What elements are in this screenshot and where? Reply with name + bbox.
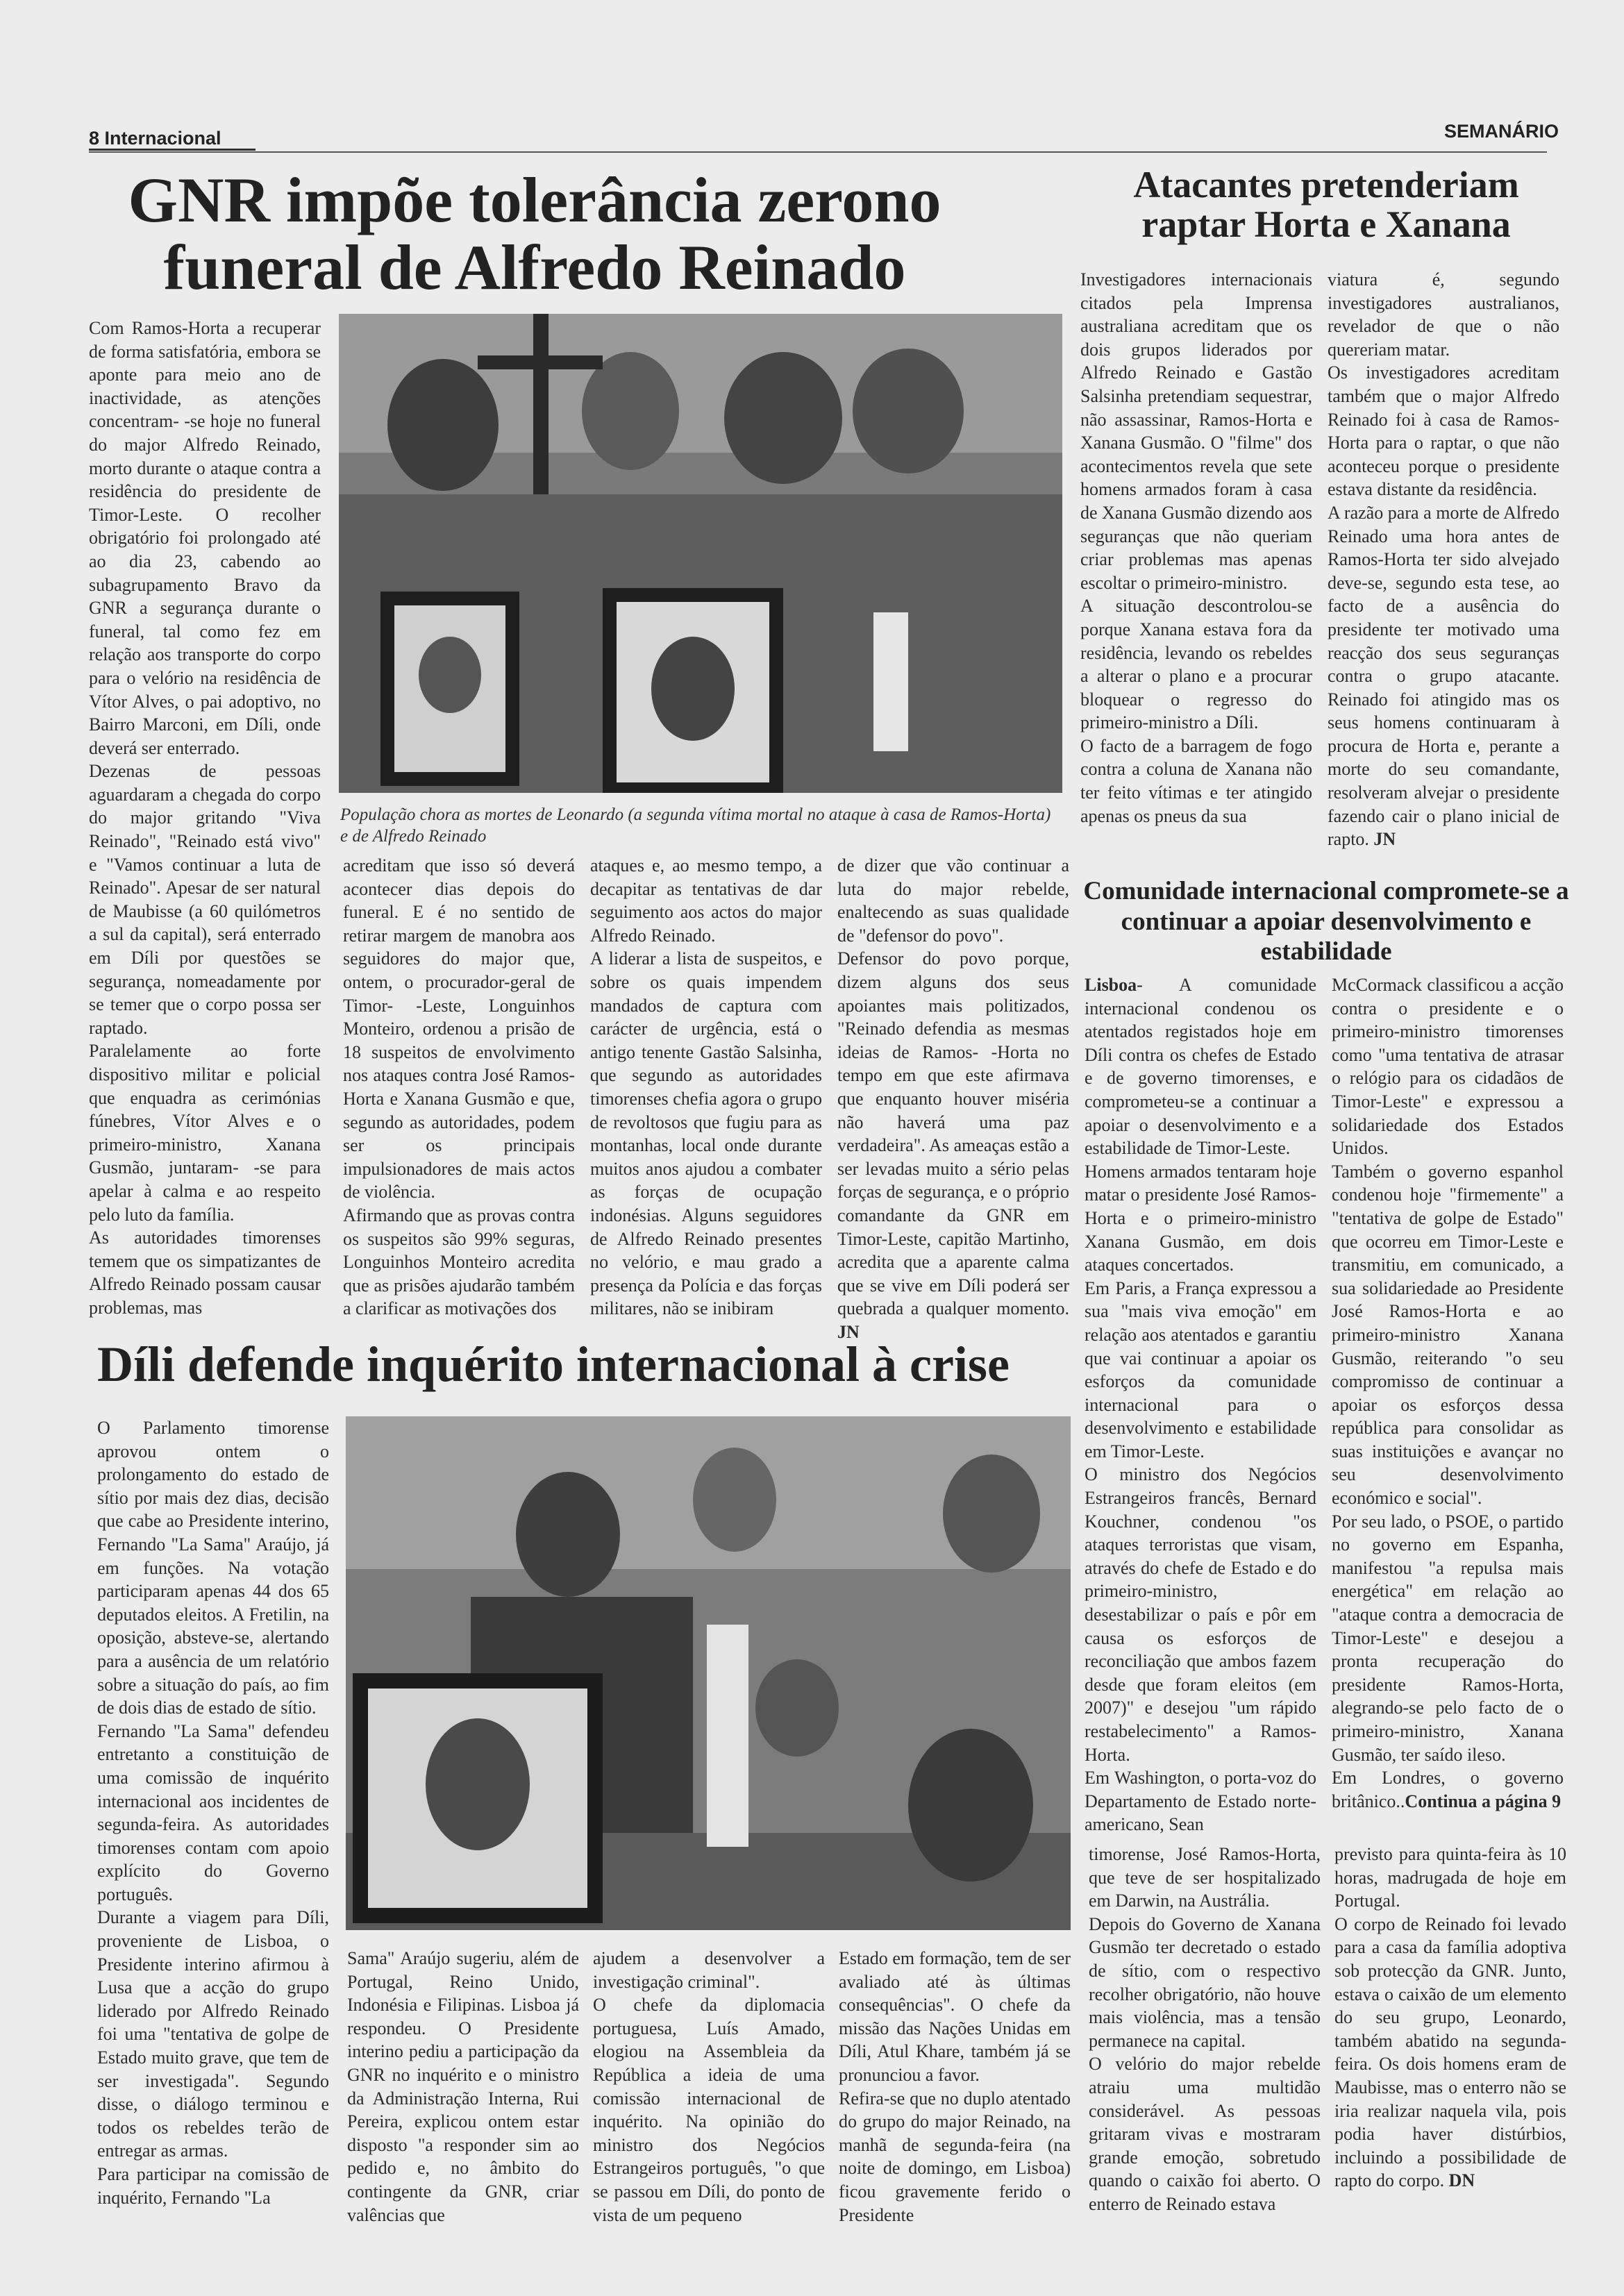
main-column-3 <box>590 854 822 1333</box>
side-col2-para-3 <box>1328 501 1559 851</box>
crise-column-2 <box>347 1947 579 2236</box>
side-col2-text: A razão para a morte de Alfredo Reinado uma hora antes de Ramos-Horta ter sido alvejado deve-se, segundo esta tese, ao facto de a ausência do presidente ter motivado uma reacção dos seus seguranças contra o grupo atacante. Reinado foi atingido mas os seus homens continuaram à procura de Horta e, perante a morte do seu comandante, resolveram alvejar o presidente fazendo cair o plano inicial de rapto. <box>1328 502 1559 850</box>
main-headline: GNR impõe tolerância zerono funeral de Alfredo Reinado <box>128 165 941 303</box>
main-column-2 <box>343 854 575 1333</box>
crise-col3-para-2: O chefe da diplomacia portuguesa, Luís Amado, elogiou na Assembleia da República a ideia de uma comissão internacional de inquérito. Na opinião do ministro dos Negócios Estrangeiros português, "o que se passou em Díli, do ponto de vista de um pequeno <box>593 1995 825 2225</box>
comunidade-col2-text: Em Londres, o governo britânico.. <box>1332 1768 1564 1811</box>
main-col3-para-2: A liderar a lista de suspeitos, e sobre os quais impendem mandados de captura com carácter de urgência, está o antigo tenente Gastão Salsinha, que segundo as autoridades timorenses chefia agora o grupo de revoltosos que fugiu para as montanhas, local onde durante muitos anos ajudou a combater as forças de ocupação indonésias. Alguns seguidores de Alfredo Reinado presentes no velório, e mau grado a presença da Polícia e das forças militares, não se inibiram <box>590 948 822 1319</box>
side-headline: Atacantes pretenderiam raptar Horta e Xanana <box>1133 164 1519 245</box>
crise-col1-para-1: O Parlamento timorense aprovou ontem o prolongamento do estado de sítio por mais dez dias, decisão que cabe ao Presidente interino, Fernando "La Sama" Araújo, já em funções. Na votação participaram apenas 44 dos 65 deputados eleitos. A Fretilin, na oposição, absteve-se, alertando para a ausência de um relatório sobre a situação do país, ao fim de dois dias de estado de sítio. <box>97 1418 329 1718</box>
crise-col5-para-1: timorense, José Ramos-Horta, que teve de ser hospitalizado em Darwin, na Austrália. <box>1089 1844 1321 1911</box>
comunidade-col2-para-1: McCormack classificou a acção contra o presidente e o primeiro-ministro timorenses como "uma tentativa de atrasar o relógio para os cidadãos de Timor-Leste" e expressou a solidariedade dos Estados Unidos. <box>1332 975 1564 1159</box>
main-signature: JN <box>837 1321 860 1342</box>
crise-headline: Díli defende inquérito internacional à crise <box>97 1336 1010 1392</box>
main-col1-para-4: As autoridades timorenses temem que os simpatizantes de Alfredo Reinado possam causar problemas, mas <box>89 1227 321 1318</box>
side-column-2 <box>1328 268 1559 873</box>
comunidade-col1-lead: - A comunidade internacional condenou os atentados registados hoje em Díli contra os chefes de Estado e de governo timorenses, e comprometeu-se a continuar a apoiar o desenvolvimento e a estabilidade de Timor-Leste. <box>1085 975 1316 1159</box>
crise-column-6 <box>1334 1843 1566 2236</box>
crise-column-5 <box>1089 1843 1321 2236</box>
crise-col6-para-2 <box>1334 1913 1566 2193</box>
comunidade-col1-para-4: O ministro dos Negócios Estrangeiros francês, Bernard Kouchner, condenou "os ataques terroristas que visam, através do chefe de Estado e do primeiro-ministro, desestabilizar o país e pôr em causa os esforços de reconciliação que ambos fazem desde que foram eleitos (em 2007)" e desejou "um rápido restabelecimento" a Ramos-Horta. <box>1085 1464 1316 1765</box>
main-column-1 <box>89 317 321 1330</box>
main-col4-para-2 <box>837 947 1069 1343</box>
main-col1-para-2: Dezenas de pessoas aguardaram a chegada do corpo do major gritando "Viva Reinado", "Reinado está vivo" e "Vamos continuar a luta de Reinado". Apesar de ser natural de Maubisse (a 60 quilómetros a sul da capital), será enterrado em Díli por questões se segurança, nomeadamente por se temer que o corpo possa ser raptado. <box>89 761 321 1038</box>
crise-signature: DN <box>1448 2170 1475 2191</box>
main-col2-para-2: Afirmando que as provas contra os suspeitos são 99% seguras, Longuinhos Monteiro acredita que as prisões ajudarão também a clarificar as motivações dos <box>343 1205 575 1319</box>
comunidade-headline: Comunidade internacional compromete-se a continuar a apoiar desenvolvimento e estabilidade <box>1083 877 1569 966</box>
crise-col5-para-3: O velório do major rebelde atraiu uma multidão considerável. As pessoas gritaram vivas e mostraram grande emoção, sobretudo quando o caixão foi aberto. O enterro de Reinado estava <box>1089 2054 1321 2214</box>
crise-col1-para-2: Fernando "La Sama" defendeu entretanto a constituição de uma comissão de inquérito internacional aos incidentes de segunda-feira. As autoridades timorenses contam com apoio explícito do Governo português. <box>97 1720 329 1904</box>
crise-col2-para-1: Sama" Araújo sugeriu, além de Portugal, Reino Unido, Indonésia e Filipinas. Lisboa já respondeu. O Presidente interino pediu a participação da GNR no inquérito e o ministro da Administração Interna, Rui Pereira, explicou ontem estar disposto "a responder sim ao pedido e, no âmbito do contingente da GNR, criar valências que <box>347 1948 579 2225</box>
main-col1-para-3: Paralelamente ao forte dispositivo militar e policial que enquadra as cerimónias fúnebres, Vítor Alves e o primeiro-ministro, Xanana Gusmão, juntaram- -se para apelar à calma e ao respeito pelo luto da família. <box>89 1041 321 1225</box>
comunidade-col1-para-5: Em Washington, o porta-voz do Departamento de Estado norte-americano, Sean <box>1085 1768 1316 1835</box>
crise-photo <box>346 1416 1071 1930</box>
publication-name: SEMANÁRIO <box>1444 121 1559 142</box>
side-col2-para-2: Os investigadores acreditam também que o major Alfredo Reinado foi à casa de Ramos-Horta para o raptar, o que não aconteceu porque o presidente estava distante da residência. <box>1328 362 1559 500</box>
funeral-photo-graphic <box>339 314 1062 793</box>
comunidade-col2-para-4 <box>1332 1766 1564 1813</box>
page-section-label: 8 Internacional <box>89 128 221 149</box>
crise-col4-para-1: Estado em formação, tem de ser avaliado até às últimas consequências". O chefe da missão das Nações Unidas em Díli, Atul Khare, também já se pronunciou a favor. <box>839 1948 1071 2085</box>
crise-column-4 <box>839 1947 1071 2236</box>
side-col1-para-1: Investigadores internacionais citados pela Imprensa australiana acreditam que os dois grupos liderados por Alfredo Reinado e Gastão Salsinha pretendiam sequestrar, não assassinar, Ramos-Horta e Xanana Gusmão. O "filme" dos acontecimentos revela que sete homens armados foram à casa de Xanana Gusmão dizendo aos seguranças que não queriam criar problemas mas apenas escoltar o primeiro-ministro. <box>1080 269 1312 593</box>
crise-column-3 <box>593 1947 825 2236</box>
crise-col4-para-2: Refira-se que no duplo atentado do grupo do major Reinado, na manhã de segunda-feira (na noite de domingo, em Lisboa) ficou gravemente ferido o Presidente <box>839 2088 1071 2225</box>
comunidade-dateline: Lisboa <box>1085 975 1137 995</box>
continued-on-page-link[interactable]: Continua a página 9 <box>1405 1791 1562 1811</box>
main-col2-para-1: acreditam que isso só deverá acontecer dias depois do funeral. E é no sentido de retirar margem de manobra aos seguidores do major que, ontem, o procurador-geral de Timor- -Leste, Longuinhos Monteiro, ordenou a prisão de 18 suspeitos de envolvimento nos ataques contra José Ramos-Horta e Xanana Gusmão e que, segundo as autoridades, podem ser os principais impulsionadores de mais actos de violência. <box>343 855 575 1203</box>
side-col2-para-1: viatura é, segundo investigadores australianos, revelador de que o não quereriam matar. <box>1328 269 1559 360</box>
comunidade-col1-para-3: Em Paris, a França expressou a sua "mais viva emoção" em relação aos atentados e garantiu que vai continuar a apoiar os esforços da comunidade internacional para o desenvolvimento e estabilidade em Timor-Leste. <box>1085 1277 1316 1461</box>
crise-col5-para-2: Depois do Governo de Xanana Gusmão ter decretado o estado de sítio, com o respectivo recolher obrigatório, não houve mais violência, mas a tensão permanece na capital. <box>1089 1913 1321 2051</box>
side-col1-para-2: A situação descontrolou-se porque Xanana estava fora da residência, levando os rebeldes a alterar o plano e a procurar bloquear o regresso do primeiro-ministro a Díli. <box>1080 596 1312 733</box>
main-col1-para-1: Com Ramos-Horta a recuperar de forma satisfatória, embora se aponte para meio ano de inactividade, as atenções concentram- -se hoje no funeral do major Alfredo Reinado, morto durante o ataque contra a residência do presidente de Timor-Leste. O recolher obrigatório foi prolongado até ao dia 23, cabendo ao subagrupamento Bravo da GNR a segurança durante o funeral, tal como fez em relação aos transporte do corpo para o velório na residência de Vítor Alves, o pai adoptivo, no Bairro Marconi, em Díli, onde deverá ser enterrado. <box>89 318 321 758</box>
funeral-photo-caption: População chora as mortes de Leonardo (a segunda vítima mortal no ataque à casa de Ramos-Horta) e de Alfredo Reinado <box>340 805 1051 846</box>
crise-column-1 <box>97 1416 329 2236</box>
crise-col6-para-1: previsto para quinta-feira às 10 horas, madrugada de hoje em Portugal. <box>1334 1844 1566 1911</box>
main-col4-para-1: de dizer que vão continuar a luta do major rebelde, enaltecendo as suas qualidade de "defensor do povo". <box>837 855 1069 946</box>
funeral-photo <box>339 314 1062 793</box>
main-col4-text: Defensor do povo porque, dizem alguns dos seus apoiantes mais politizados, "Reinado defendia as mesmas ideias de Ramos- -Horta no tempo em que este afirmava que enquanto houver miséria não haverá uma paz verdadeira". As ameaças estão a ser levadas muito a sério pelas forças de segurança, e o próprio comandante da GNR em Timor-Leste, capitão Martinho, acredita que a aparente calma que se vive em Díli poderá ser quebrada a qualquer momento. <box>837 948 1069 1319</box>
comunidade-column-1 <box>1085 973 1316 1835</box>
crise-col1-para-4: Para participar na comissão de inquérito, Fernando "La <box>97 2164 329 2208</box>
side-column-1 <box>1080 268 1312 873</box>
header-rule-accent <box>89 149 256 151</box>
comunidade-column-2 <box>1332 973 1564 1820</box>
header-rule <box>89 151 1547 153</box>
crise-col3-para-1: ajudem a desenvolver a investigação criminal". <box>593 1948 825 1992</box>
main-col3-para-1: ataques e, ao mesmo tempo, a decapitar as tentativas de dar seguimento aos actos do major Alfredo Reinado. <box>590 855 822 946</box>
crise-col6-text: O corpo de Reinado foi levado para a casa da família adoptiva sob protecção da GNR. Junto, estava o caixão de um elemento do seu grupo, Leonardo, também abatido na segunda-feira. Os dois homens eram de Maubisse, mas o enterro não se iria realizar naquela vila, pois podia haver distúrbios, incluindo a possibilidade de rapto do corpo. <box>1334 1913 1566 2191</box>
crise-col1-para-3: Durante a viagem para Díli, proveniente de Lisboa, o Presidente interino afirmou à Lusa que a acção do grupo liderado por Alfredo Reinado foi uma "tentativa de golpe de Estado muito grave, que tem de ser investigada". Segundo disse, o diálogo terminou e todos os rebeldes terão de entregar as armas. <box>97 1907 329 2161</box>
side-col1-para-3: O facto de a barragem de fogo contra a coluna de Xanana não ter feito vítimas e ter atingido apenas os pneus da sua <box>1080 735 1312 826</box>
comunidade-col2-para-2: Também o governo espanhol condenou hoje "firmemente" a "tentativa de golpe de Estado" que ocorreu em Timor-Leste e transmitiu, em comunicado, a sua solidariedade ao Presidente José Ramos-Horta e ao primeiro-ministro Xanana Gusmão, reiterando "o seu compromisso de continuar a apoiar os esforços dessa república para consolidar as suas instituições e avançar no seu desenvolvimento económico e social". <box>1332 1161 1564 1509</box>
side-signature: JN <box>1373 829 1396 850</box>
comunidade-col1-para-1 <box>1085 973 1316 1160</box>
main-column-4 <box>837 854 1069 1342</box>
comunidade-col2-para-3: Por seu lado, o PSOE, o partido no governo em Espanha, manifestou "a repulsa mais energética" em relação ao "ataque contra a democracia de Timor-Leste" e desejou a pronta recuperação do presidente Ramos-Horta, alegrando-se pelo facto de o primeiro-ministro, Xanana Gusmão, ter saído ileso. <box>1332 1511 1564 1765</box>
comunidade-col1-para-2: Homens armados tentaram hoje matar o presidente José Ramos-Horta e o primeiro-ministro Xanana Gusmão, em dois ataques concertados. <box>1085 1161 1316 1275</box>
crise-photo-graphic <box>346 1416 1071 1930</box>
